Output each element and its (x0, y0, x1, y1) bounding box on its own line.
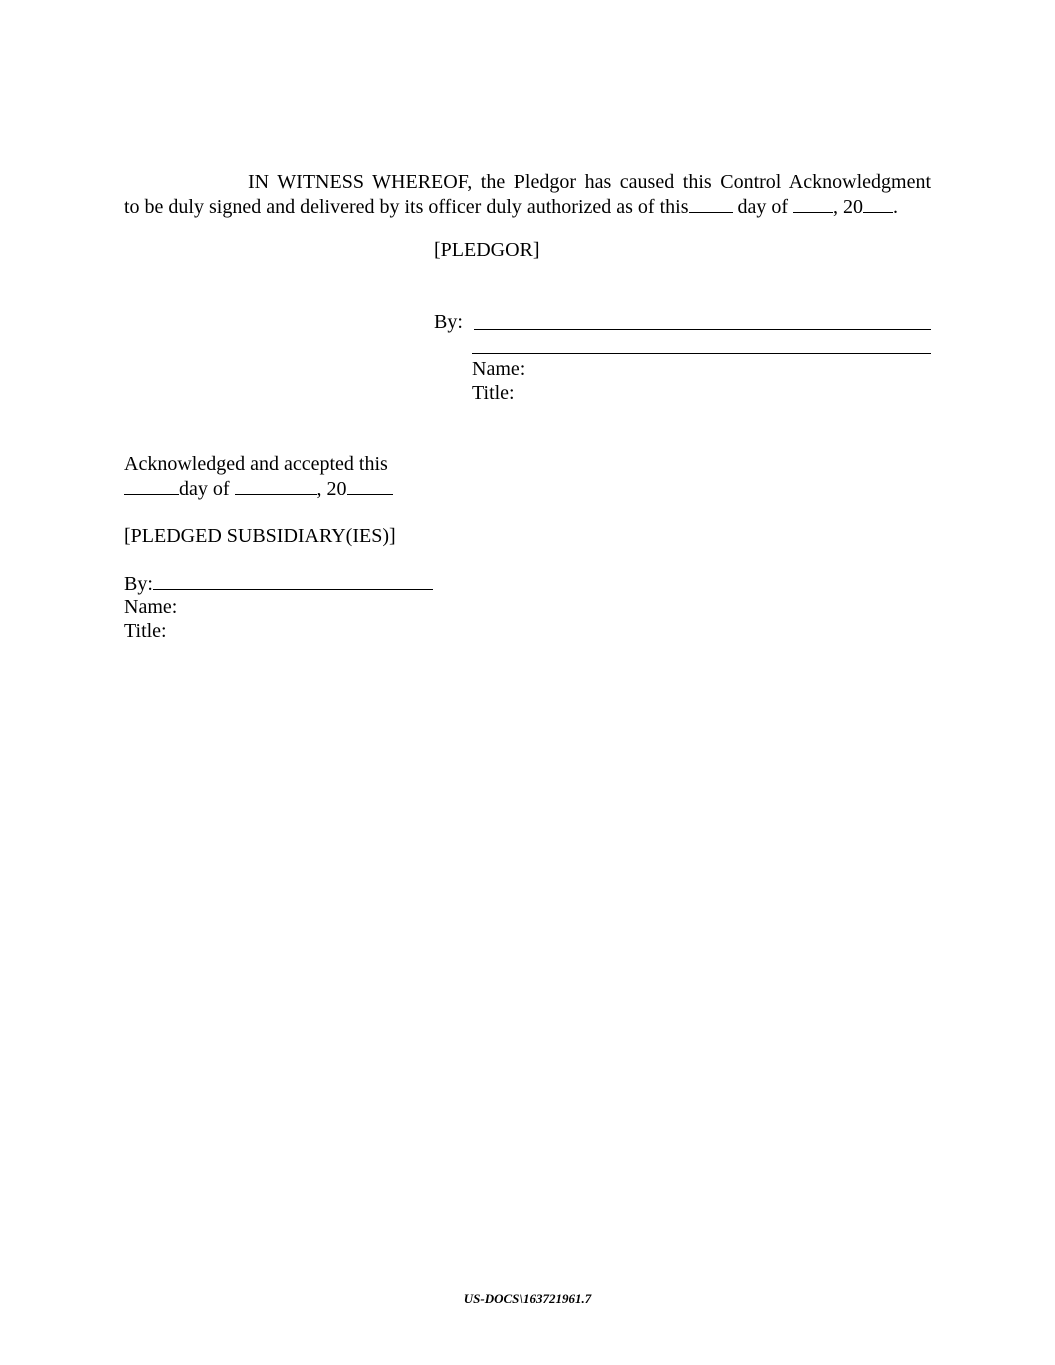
ack-day-blank[interactable] (124, 476, 179, 495)
pledgor-by-label: By: (434, 311, 463, 333)
subsidiary-by-label: By: (124, 573, 153, 595)
witness-line-2 (124, 194, 931, 219)
subsidiary-by-row (124, 571, 433, 596)
year-blank[interactable] (863, 194, 893, 213)
ack-day-of: day of (179, 478, 235, 500)
witness-paragraph (124, 170, 931, 219)
witness-line-1: IN WITNESS WHEREOF, the Pledgor has caused this Control Acknowledgment (248, 171, 931, 193)
month-blank[interactable] (793, 194, 833, 213)
document-id-footer: US-DOCS\163721961.7 (463, 1291, 592, 1306)
pledgor-second-line[interactable] (472, 353, 931, 354)
subsidiary-signature-line[interactable] (153, 571, 433, 590)
witness-text-b: day of (732, 196, 794, 218)
ack-line-2 (124, 476, 393, 501)
subsidiary-title-label: Title: (124, 620, 167, 642)
subsidiary-name-label: Name: (124, 596, 178, 618)
ack-line-1: Acknowledged and accepted this (124, 453, 388, 475)
witness-text-d: . (893, 196, 899, 218)
witness-text-a: to be duly signed and delivered by its officer duly authorized as of this (124, 196, 689, 218)
ack-year-blank[interactable] (347, 476, 393, 495)
pledgor-signature-line[interactable] (474, 329, 931, 330)
pledgor-name-label: Name: (472, 358, 526, 380)
pledgor-heading: [PLEDGOR] (434, 239, 540, 261)
day-blank[interactable] (689, 194, 733, 213)
ack-month-blank[interactable] (235, 476, 317, 495)
subsidiary-heading: [PLEDGED SUBSIDIARY(IES)] (124, 525, 396, 547)
pledgor-title-label: Title: (472, 382, 515, 404)
ack-year-prefix: , 20 (316, 478, 347, 500)
witness-text-c: , 20 (833, 196, 864, 218)
